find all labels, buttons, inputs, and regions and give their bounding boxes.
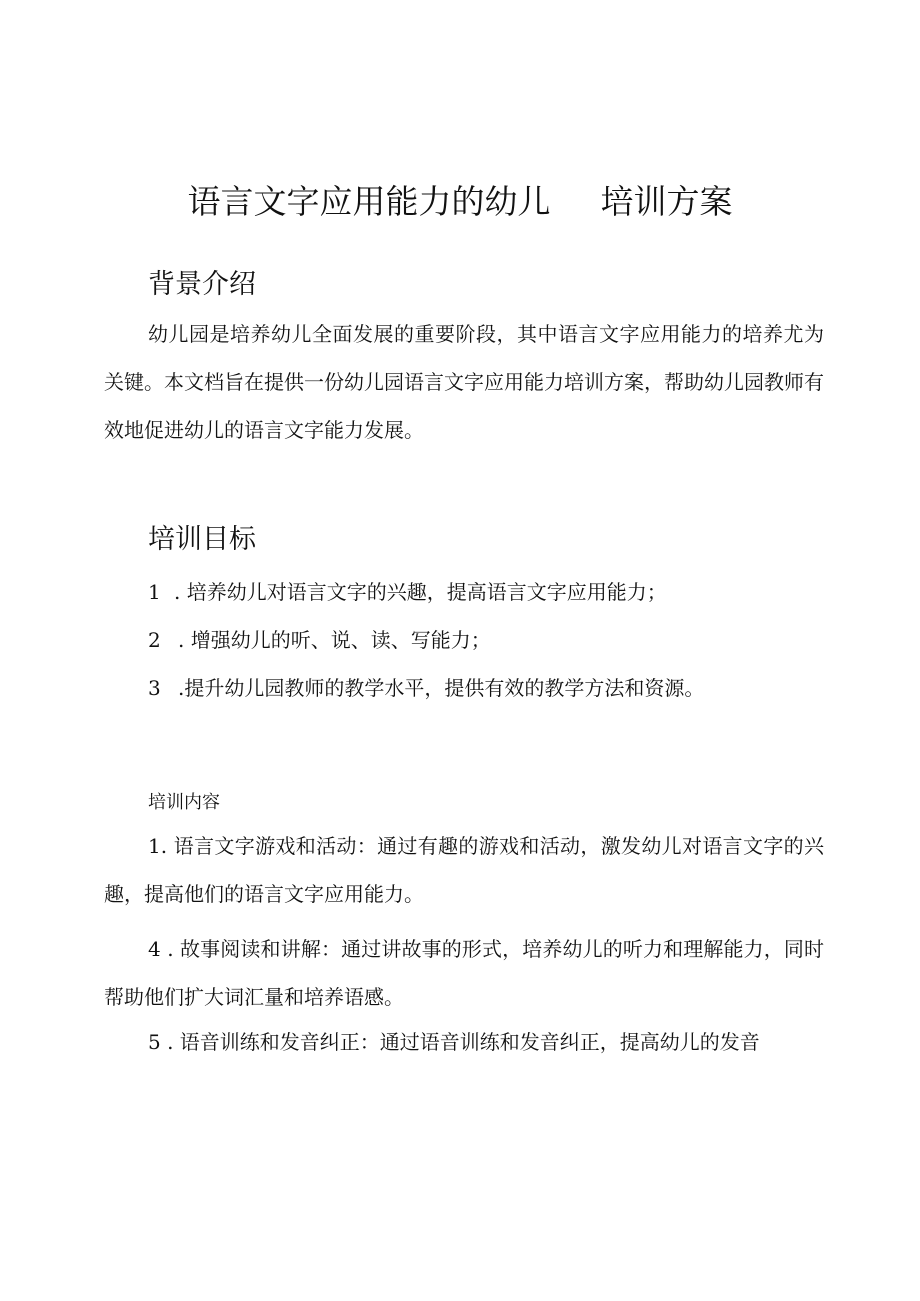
- content-item-2: 4 . 故事阅读和讲解：通过讲故事的形式，培养幼儿的听力和理解能力，同时帮助他们扩大词汇量和培养语感。: [104, 937, 824, 1009]
- goal-text: . 培养幼儿对语言文字的兴趣，提高语言文字应用能力；: [174, 580, 667, 604]
- goal-text: . 增强幼儿的听、说、读、写能力；: [178, 628, 491, 652]
- goal-item-1: [148, 576, 667, 605]
- goal-number: 2: [148, 628, 161, 652]
- content-item-1: 1. 语言文字游戏和活动：通过有趣的游戏和活动，激发幼儿对语言文字的兴趣，提高他们的语言文字应用能力。: [104, 834, 824, 906]
- document-title: [0, 176, 920, 223]
- background-heading: 背景介绍: [148, 269, 256, 300]
- goal-text: .提升幼儿园教师的教学水平，提供有效的教学方法和资源。: [178, 676, 705, 700]
- content-item-3: 5 . 语音训练和发音纠正：通过语音训练和发音纠正，提高幼儿的发音: [148, 1030, 760, 1054]
- goal-item-2: [148, 624, 491, 653]
- goal-number: 1: [148, 580, 161, 604]
- goal-item-3: [148, 672, 704, 701]
- title-part2: 培训方案: [600, 182, 733, 221]
- goal-number: 3: [148, 676, 161, 700]
- goals-heading: 培训目标: [148, 524, 256, 555]
- title-part1: 语言文字应用能力的幼儿: [187, 182, 551, 221]
- background-paragraph: 幼儿园是培养幼儿全面发展的重要阶段，其中语言文字应用能力的培养尤为关键。本文档旨在提供一份幼儿园语言文字应用能力培训方案，帮助幼儿园教师有效地促进幼儿的语言文字能力发展。: [104, 322, 824, 442]
- content-heading: 培训内容: [148, 792, 220, 813]
